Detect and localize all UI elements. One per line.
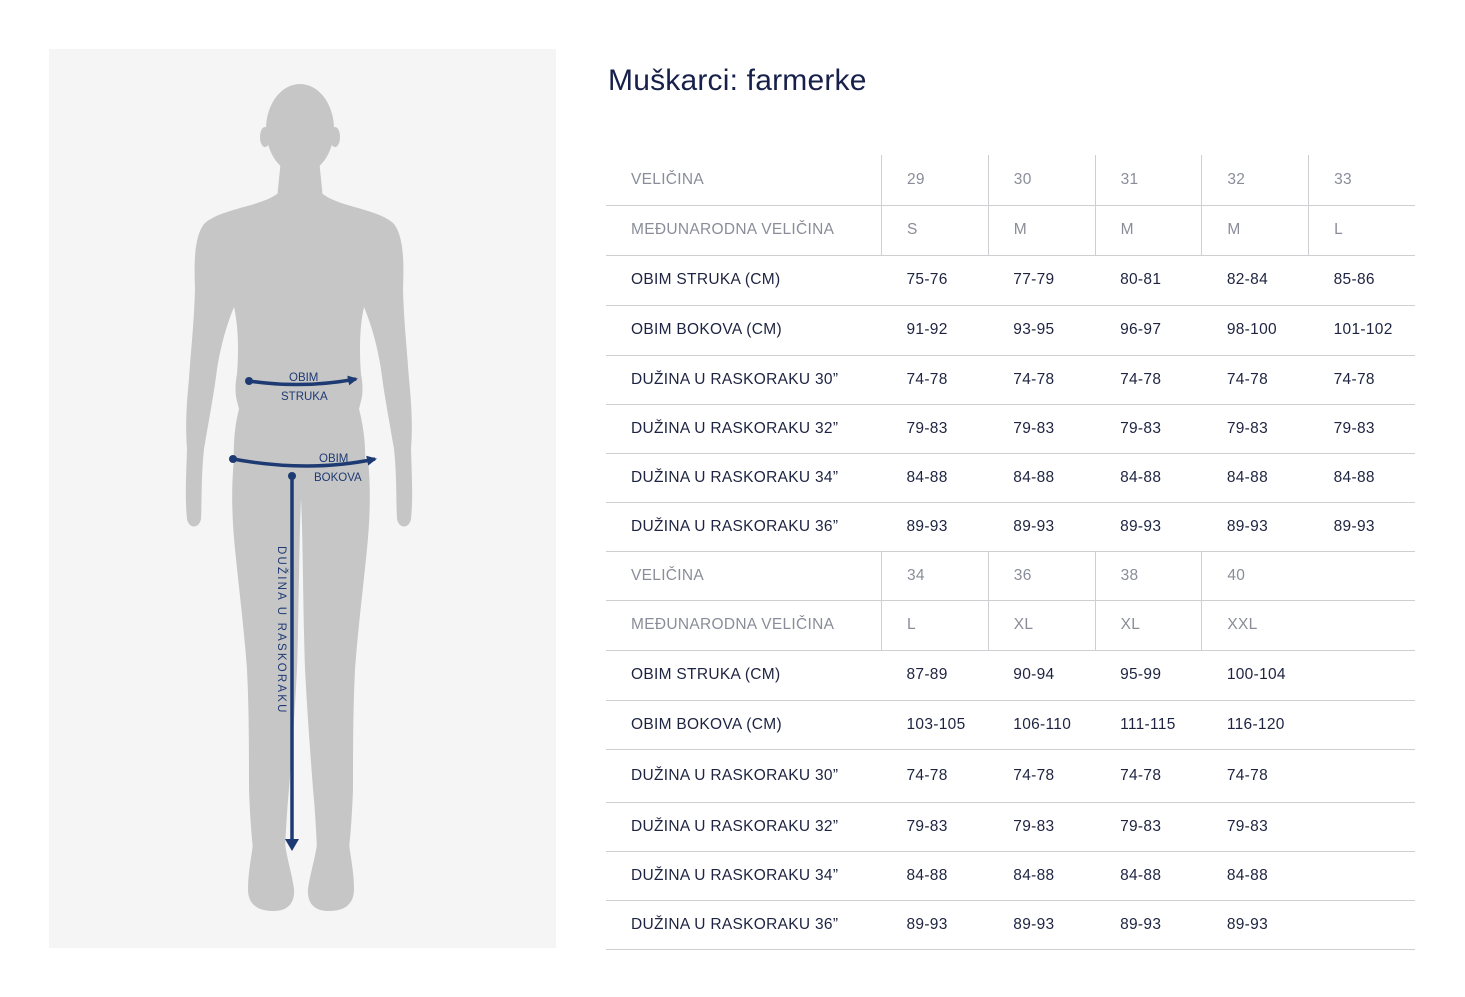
row-label: DUŽINA U RASKORAKU 30” (606, 355, 882, 404)
size-cell: 33 (1309, 155, 1415, 205)
page-title: Muškarci: farmerke (608, 64, 867, 97)
table-cell: 116-120 (1202, 700, 1309, 749)
body-measurement-figure (49, 49, 556, 948)
waist-label-line2: STRUKA (281, 391, 328, 403)
size-cell: S (882, 205, 989, 255)
table-cell (1309, 802, 1415, 851)
table-cell: 79-83 (988, 404, 1095, 453)
size-cell: 32 (1202, 155, 1309, 205)
table-row (606, 700, 1415, 749)
table-cell: 100-104 (1202, 650, 1309, 700)
table-cell: 77-79 (988, 255, 1095, 305)
table-cell: 96-97 (1095, 305, 1202, 355)
size-cell: M (988, 205, 1095, 255)
size-cell: XXL (1202, 600, 1309, 650)
table-cell: 87-89 (882, 650, 989, 700)
size-cell: L (1309, 205, 1415, 255)
table-cell (1309, 900, 1415, 949)
table-row (606, 453, 1415, 502)
row-label: DUŽINA U RASKORAKU 30” (606, 749, 882, 802)
table-cell: 84-88 (1202, 851, 1309, 900)
table-cell: 80-81 (1095, 255, 1202, 305)
table-cell: 89-93 (988, 900, 1095, 949)
table-cell: 74-78 (1202, 749, 1309, 802)
table-cell: 74-78 (1095, 355, 1202, 404)
table-row-international-size (606, 600, 1415, 650)
waist-label-line1: OBIM (289, 372, 319, 384)
table-row (606, 355, 1415, 404)
table-cell: 95-99 (1095, 650, 1202, 700)
table-cell (1309, 851, 1415, 900)
row-label: VELIČINA (606, 551, 882, 600)
row-label: MEĐUNARODNA VELIČINA (606, 205, 882, 255)
table-row (606, 502, 1415, 551)
table-cell: 79-83 (1309, 404, 1415, 453)
table-cell: 84-88 (1095, 851, 1202, 900)
table-row-size-header (606, 155, 1415, 205)
table-cell: 89-93 (1309, 502, 1415, 551)
table-cell (1309, 749, 1415, 802)
size-cell: 30 (988, 155, 1095, 205)
table-cell: 101-102 (1309, 305, 1415, 355)
table-row (606, 255, 1415, 305)
table-cell: 79-83 (1095, 404, 1202, 453)
table-cell: 89-93 (882, 502, 989, 551)
table-cell: 74-78 (882, 355, 989, 404)
size-cell (1309, 551, 1415, 600)
table-cell (1309, 650, 1415, 700)
table-row-size-header (606, 551, 1415, 600)
size-cell: L (882, 600, 989, 650)
table-row (606, 851, 1415, 900)
table-cell: 98-100 (1202, 305, 1309, 355)
table-row (606, 305, 1415, 355)
table-cell: 74-78 (882, 749, 989, 802)
row-label: OBIM STRUKA (CM) (606, 650, 882, 700)
hip-label-line2: BOKOVA (314, 472, 362, 484)
table-cell: 90-94 (988, 650, 1095, 700)
table-row (606, 749, 1415, 802)
size-cell: 40 (1202, 551, 1309, 600)
row-label: DUŽINA U RASKORAKU 36” (606, 502, 882, 551)
table-cell: 79-83 (882, 404, 989, 453)
table-cell: 79-83 (882, 802, 989, 851)
table-cell: 84-88 (1309, 453, 1415, 502)
table-cell: 74-78 (1202, 355, 1309, 404)
row-label: DUŽINA U RASKORAKU 34” (606, 851, 882, 900)
table-cell: 111-115 (1095, 700, 1202, 749)
size-cell: M (1202, 205, 1309, 255)
table-cell: 79-83 (1095, 802, 1202, 851)
row-label: DUŽINA U RASKORAKU 36” (606, 900, 882, 949)
table-cell: 89-93 (1202, 900, 1309, 949)
size-cell: 36 (988, 551, 1095, 600)
table-cell: 89-93 (882, 900, 989, 949)
table-cell: 79-83 (988, 802, 1095, 851)
row-label: OBIM BOKOVA (CM) (606, 305, 882, 355)
size-cell: XL (1095, 600, 1202, 650)
table-cell: 79-83 (1202, 802, 1309, 851)
table-row (606, 900, 1415, 949)
table-cell: 89-93 (988, 502, 1095, 551)
table-cell: 79-83 (1202, 404, 1309, 453)
size-cell: XL (988, 600, 1095, 650)
table-cell: 106-110 (988, 700, 1095, 749)
table-cell: 84-88 (988, 851, 1095, 900)
row-label: OBIM STRUKA (CM) (606, 255, 882, 305)
table-cell: 89-93 (1202, 502, 1309, 551)
row-label: VELIČINA (606, 155, 882, 205)
size-cell: 38 (1095, 551, 1202, 600)
table-row (606, 404, 1415, 453)
size-chart-table (606, 155, 1415, 950)
hip-label-line1: OBIM (319, 453, 349, 465)
table-cell: 74-78 (1095, 749, 1202, 802)
table-cell: 74-78 (1309, 355, 1415, 404)
table-row (606, 650, 1415, 700)
table-cell: 89-93 (1095, 900, 1202, 949)
row-label: DUŽINA U RASKORAKU 32” (606, 404, 882, 453)
row-label: MEĐUNARODNA VELIČINA (606, 600, 882, 650)
table-cell: 93-95 (988, 305, 1095, 355)
table-cell: 84-88 (988, 453, 1095, 502)
size-cell: 31 (1095, 155, 1202, 205)
size-cell: M (1095, 205, 1202, 255)
table-cell: 82-84 (1202, 255, 1309, 305)
table-row (606, 802, 1415, 851)
table-cell: 91-92 (882, 305, 989, 355)
body-silhouette-illustration (49, 49, 556, 948)
table-cell: 84-88 (882, 851, 989, 900)
size-cell: 29 (882, 155, 989, 205)
table-cell: 84-88 (1202, 453, 1309, 502)
man-silhouette (186, 84, 412, 911)
table-cell: 85-86 (1309, 255, 1415, 305)
row-label: DUŽINA U RASKORAKU 34” (606, 453, 882, 502)
row-label: OBIM BOKOVA (CM) (606, 700, 882, 749)
size-cell: 34 (882, 551, 989, 600)
table-row-international-size (606, 205, 1415, 255)
row-label: DUŽINA U RASKORAKU 32” (606, 802, 882, 851)
table-cell: 75-76 (882, 255, 989, 305)
table-cell: 74-78 (988, 355, 1095, 404)
table-cell: 84-88 (1095, 453, 1202, 502)
table-cell (1309, 700, 1415, 749)
size-cell (1309, 600, 1415, 650)
table-cell: 89-93 (1095, 502, 1202, 551)
table-cell: 103-105 (882, 700, 989, 749)
table-cell: 84-88 (882, 453, 989, 502)
inseam-label: DUŽINA U RASKORAKU (275, 546, 287, 715)
table-cell: 74-78 (988, 749, 1095, 802)
